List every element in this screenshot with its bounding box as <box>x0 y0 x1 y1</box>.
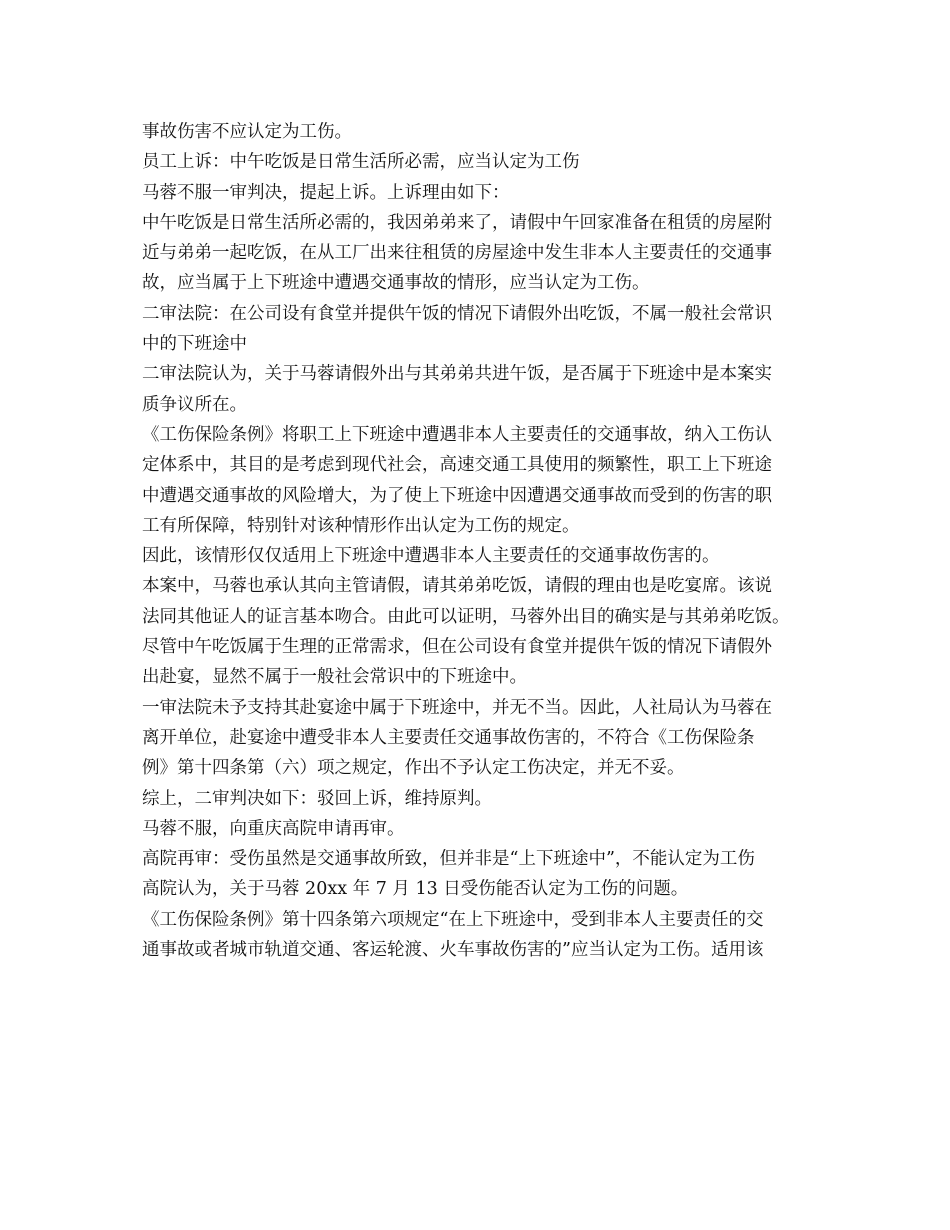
text-line: 近与弟弟一起吃饭，在从工厂出来往租赁的房屋途中发生非本人主要责任的交通事 <box>142 243 772 264</box>
text-line: 故，应当属于上下班途中遭遇交通事故的情形，应当认定为工伤。 <box>142 273 650 294</box>
text-line: 质争议所在。 <box>142 394 247 415</box>
text-line: 中的下班途中 <box>142 334 247 355</box>
text-line: 马蓉不服，向重庆高院申请再审。 <box>142 818 405 839</box>
text-line: 员工上诉：中午吃饭是日常生活所必需，应当认定为工伤 <box>142 152 580 173</box>
text-line: 高院认为，关于马蓉 20xx 年 7 月 13 日受伤能否认定为工伤的问题。 <box>142 879 689 900</box>
text-line: 例》第十四条第（六）项之规定，作出不予认定工伤决定，并无不妥。 <box>142 758 685 779</box>
text-line: 一审法院未予支持其赴宴途中属于下班途中，并无不当。因此，人社局认为马蓉在 <box>142 697 772 718</box>
text-line: 二审法院认为，关于马蓉请假外出与其弟弟共进午饭，是否属于下班途中是本案实 <box>142 364 772 385</box>
text-line: 事故伤害不应认定为工伤。 <box>142 122 352 142</box>
text-line: 离开单位，赴宴途中遭受非本人主要责任交通事故伤害的，不符合《工伤保险条 <box>142 727 755 748</box>
text-line: 工有所保障，特别针对该种情形作出认定为工伤的规定。 <box>142 515 580 536</box>
text-line: 因此，该情形仅仅适用上下班途中遭遇非本人主要责任的交通事故伤害的。 <box>142 546 720 567</box>
text-line: 马蓉不服一审判决，提起上诉。上诉理由如下： <box>142 182 510 203</box>
text-line: 综上，二审判决如下：驳回上诉，维持原判。 <box>142 788 492 809</box>
text-line: 通事故或者城市轨道交通、客运轮渡、火车事故伤害的”应当认定为工伤。适用该 <box>142 940 764 961</box>
text-line: 法同其他证人的证言基本吻合。由此可以证明，马蓉外出目的确实是与其弟弟吃饭。 <box>142 606 790 627</box>
document-body <box>142 117 822 965</box>
text-line: 出赴宴，显然不属于一般社会常识中的下班途中。 <box>142 667 527 688</box>
text-line: 中遭遇交通事故的风险增大，为了使上下班途中因遭遇交通事故而受到的伤害的职 <box>142 485 772 506</box>
text-line: 中午吃饭是日常生活所必需的，我因弟弟来了，请假中午回家准备在租赁的房屋附 <box>142 212 772 233</box>
text-line: 尽管中午吃饭属于生理的正常需求，但在公司设有食堂并提供午饭的情况下请假外 <box>142 637 772 658</box>
text-line: 《工伤保险条例》第十四条第六项规定“在上下班途中，受到非本人主要责任的交 <box>142 909 764 930</box>
text-line: 本案中，马蓉也承认其向主管请假，请其弟弟吃饭，请假的理由也是吃宴席。该说 <box>142 576 772 597</box>
text-line: 二审法院：在公司设有食堂并提供午饭的情况下请假外出吃饭，不属一般社会常识 <box>142 303 772 324</box>
text-line: 《工伤保险条例》将职工上下班途中遭遇非本人主要责任的交通事故，纳入工伤认 <box>142 424 772 445</box>
text-line: 高院再审：受伤虽然是交通事故所致，但并非是“上下班途中”，不能认定为工伤 <box>142 849 755 870</box>
text-line: 定体系中，其目的是考虑到现代社会，高速交通工具使用的频繁性，职工上下班途 <box>142 455 772 476</box>
